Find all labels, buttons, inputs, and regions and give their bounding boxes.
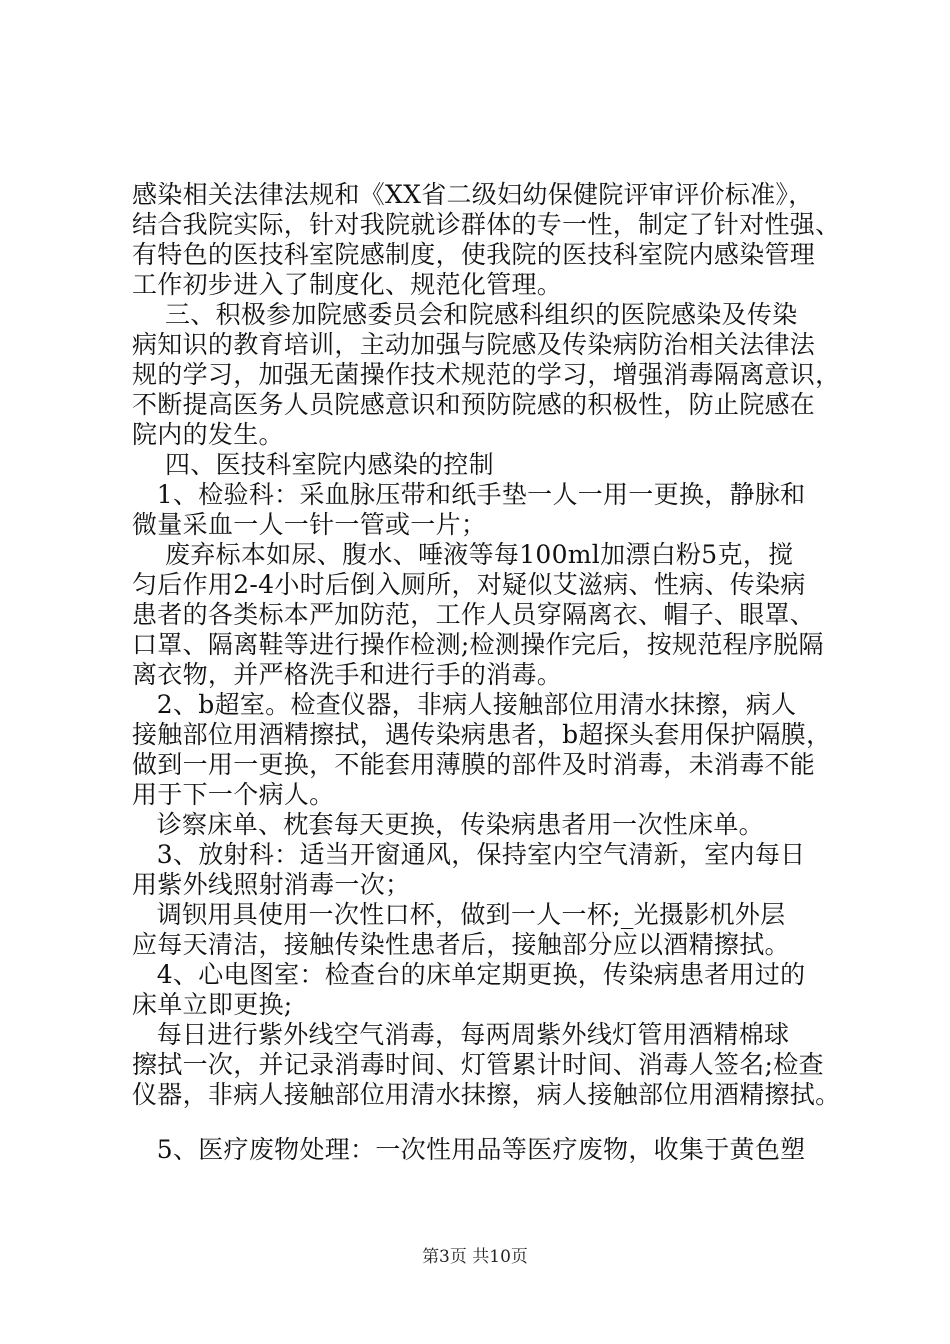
text-line: 结合我院实际，针对我院就诊群体的专一性，制定了针对性强、 [132,210,841,239]
text-line: 工作初步进入了制度化、规范化管理。 [132,270,563,299]
text-line: 院内的发生。 [132,420,284,449]
text-line: 1、检验科：采血脉压带和纸手垫一人一用一更换，静脉和 [132,480,806,509]
text-line: 仪器，非病人接触部位用清水抹擦，病人接触部位用酒精擦拭。 [132,1080,841,1109]
text-line: 用紫外线照射消毒一次； [132,870,411,899]
text-line: 调钡用具使用一次性口杯，做到一人一杯;_光摄影机外层 [132,900,786,929]
text-line: 5、医疗废物处理：一次性用品等医疗废物，收集于黄色塑 [132,1135,806,1164]
text-line: 不断提高医务人员院感意识和预防院感的积极性，防止院感在 [132,390,816,419]
text-line: 2、b超室。检查仪器，非病人接触部位用清水抹擦，病人 [132,690,797,719]
text-line: 每日进行紫外线空气消毒，每两周紫外线灯管用酒精棉球 [132,1020,790,1049]
text-line: 擦拭一次，并记录消毒时间、灯管累计时间、消毒人签名;检查 [132,1050,824,1079]
text-line: 床单立即更换; [132,990,293,1019]
text-line: 有特色的医技科室院感制度，使我院的医技科室院内感染管理 [132,240,816,269]
text-line: 诊察床单、枕套每天更换，传染病患者用一次性床单。 [132,810,764,839]
text-line: 患者的各类标本严加防范，工作人员穿隔离衣、帽子、眼罩、 [132,600,816,629]
text-line: 用于下一个病人。 [132,780,335,809]
text-line: 感染相关法律法规和《XX省二级妇幼保健院评审评价标准》， [132,180,814,209]
text-line: 匀后作用2-4小时后倒入厕所，对疑似艾滋病、性病、传染病 [132,570,806,599]
text-line: 规的学习，加强无菌操作技术规范的学习，增强消毒隔离意识， [132,360,841,389]
text-line: 应每天清洁，接触传染性患者后，接触部分应以酒精擦拭。 [132,930,790,959]
text-line: 四、医技科室院内感染的控制 [132,450,494,479]
text-line: 微量采血一人一针一管或一片； [132,510,487,539]
text-line: 废弃标本如尿、腹水、唾液等每100ml加漂白粉5克，搅 [132,540,794,569]
text-line: 三、积极参加院感委员会和院感科组织的医院感染及传染 [132,300,798,329]
text-line: 4、心电图室：检查台的床单定期更换，传染病患者用过的 [132,960,806,989]
text-line: 做到一用一更换，不能套用薄膜的部件及时消毒，未消毒不能 [132,750,816,779]
page-footer: 第3页 共10页 [422,1247,528,1267]
text-line: 口罩、隔离鞋等进行操作检测;检测操作完后，按规范程序脱隔 [132,630,824,659]
text-line: 离衣物，并严格洗手和进行手的消毒。 [132,660,563,689]
text-line: 病知识的教育培训，主动加强与院感及传染病防治相关法律法 [132,330,816,359]
text-line: 接触部位用酒精擦拭，遇传染病患者，b超探头套用保护隔膜， [132,720,832,749]
text-line: 3、放射科：适当开窗通风，保持室内空气清新，室内每日 [132,840,806,869]
